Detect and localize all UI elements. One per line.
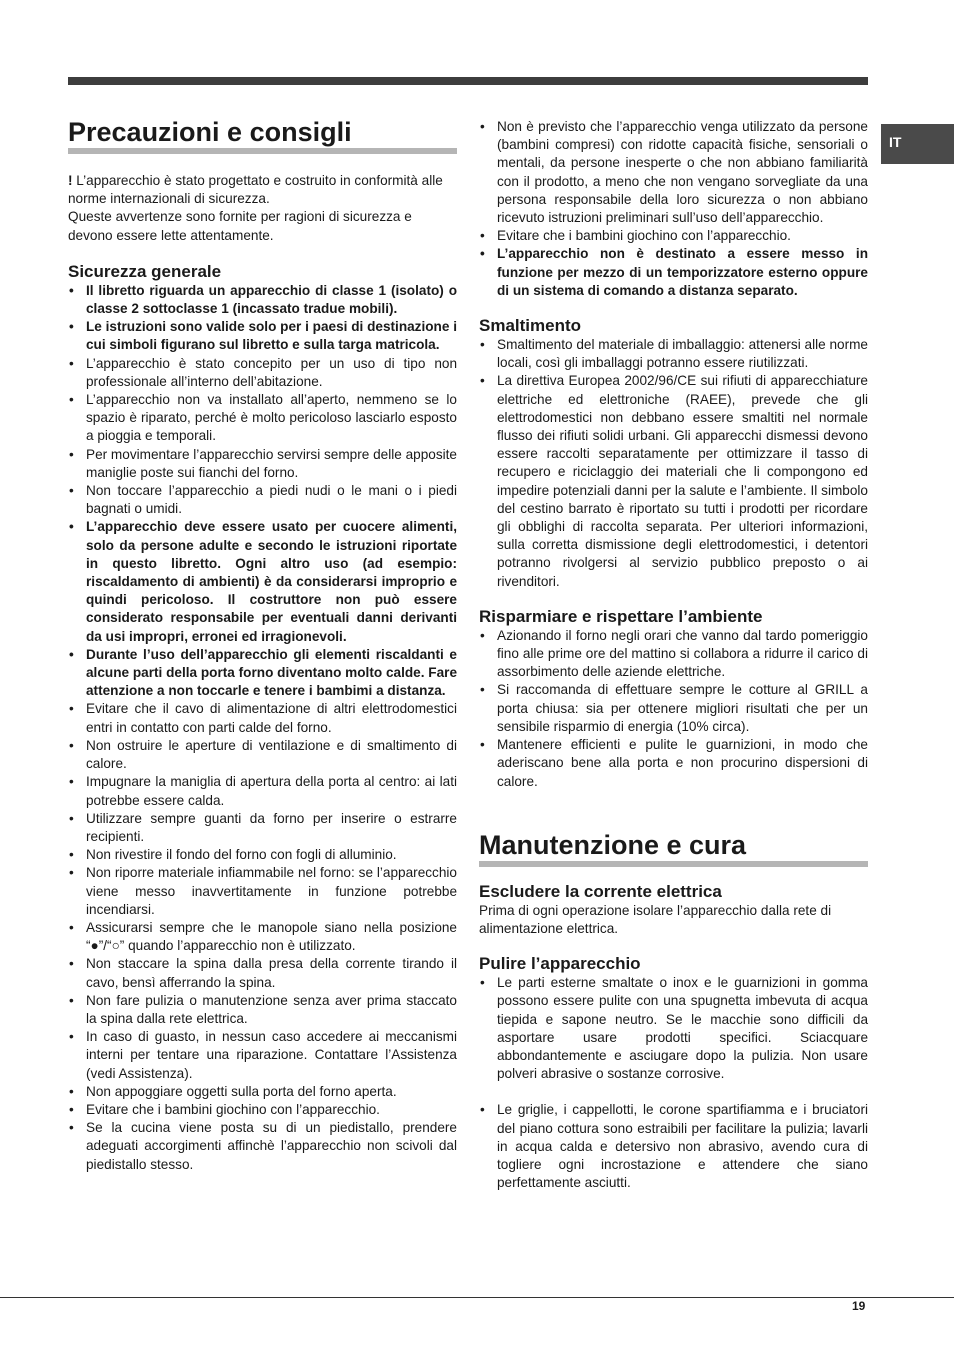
- list-item: • Non appoggiare oggetti sulla porta del forno aperta.: [68, 1083, 457, 1101]
- cleaning-list: [479, 974, 868, 1192]
- list-item: • Assicurarsi sempre che le manopole siano nella posizione “●”/“○” quando l’apparecchio non è utilizzato.: [68, 919, 457, 955]
- list-item: • Evitare che il cavo di alimentazione di altri elettrodomestici entri in contatto con parti calde del forno.: [68, 700, 457, 736]
- list-item: • Non ostruire le aperture di ventilazione e di smaltimento di calore.: [68, 737, 457, 773]
- subsection-title-saving: Risparmiare e rispettare l’ambiente: [479, 606, 763, 626]
- list-item: • Evitare che i bambini giochino con l’apparecchio.: [479, 227, 868, 245]
- list-item: • Non toccare l’apparecchio a piedi nudi o le mani o i piedi bagnati o umidi.: [68, 482, 457, 518]
- list-item: • Mantenere efficienti e pulite le guarnizioni, in modo che aderiscano bene alla porta e non procurino dispersioni di calore.: [479, 736, 868, 791]
- general-safety-list: [68, 282, 457, 1174]
- list-item: • Non staccare la spina dalla presa della corrente tirando il cavo, bensì afferrando la spina.: [68, 955, 457, 991]
- section-title-precautions: Precauzioni e consigli: [68, 116, 457, 154]
- list-item: • Le istruzioni sono valide solo per i paesi di destinazione i cui simboli figurano sul libretto e sulla targa matricola.: [68, 318, 457, 354]
- warning-mark: !: [68, 173, 73, 188]
- list-item: • La direttiva Europea 2002/96/CE sui rifiuti di apparecchiature elettriche ed elettroniche (RAEE), prevede che gli elettrodomestici non debbano essere smaltiti nel normale flusso dei rifiuti solidi urbani. Gli apparecchi dismessi devono essere raccolti separatamente per ottimizzare il tasso di recupero e riciclaggio dei materiali che li compongono ed impedire potenziali danni per la salute e l’ambiente. Il simbolo del cestino barrato è riportato su tutti i prodotti per ricordare gli obblighi di raccolta separata. Per ulteriori informazioni, sulla corretta dismissione degli elettrodomestici, i detentori potranno rivolgersi al servizio pubblico preposto o ai rivenditori.: [479, 372, 868, 590]
- list-item: • Si raccomanda di effettuare sempre le cotture al GRILL a porta chiusa: sia per ottenere migliori risultati che per un sensibile risparmio di energia (10% circa).: [479, 681, 868, 736]
- language-tab: IT: [881, 124, 954, 164]
- list-item: • Impugnare la maniglia di apertura della porta al centro: ai lati potrebbe essere calda.: [68, 773, 457, 809]
- saving-list: [479, 627, 868, 791]
- list-item: • Smaltimento del materiale di imballaggio: attenersi alle norme locali, così gli imballaggi potranno essere riutilizzati.: [479, 336, 868, 372]
- list-item: • Non fare pulizia o manutenzione senza aver prima staccato la spina dalla rete elettrica.: [68, 992, 457, 1028]
- list-item: • In caso di guasto, in nessun caso accedere ai meccanismi interni per tentare una riparazione. Contattare l’Assistenza (vedi Assistenza).: [68, 1028, 457, 1083]
- list-item: • Azionando il forno negli orari che vanno dal tardo pomeriggio fino alle prime ore del mattino si collabora a ridurre il carico di assorbimento delle aziende elettriche.: [479, 627, 868, 682]
- list-item: • Non rivestire il fondo del forno con fogli di alluminio.: [68, 846, 457, 864]
- disposal-list: [479, 336, 868, 591]
- list-item: • Le parti esterne smaltate o inox e le guarnizioni in gomma possono essere pulite con una spugnetta imbevuta di acqua tiepida e sapone neutro. Se le macchie sono difficili da asportare usare prodotti specifici. Sciacquare abbondantemente e asciugare dopo la pulizia. Non usare polveri abrasive o sostanze corrosive.: [479, 974, 868, 1083]
- intro-paragraph-2: Queste avvertenze sono fornite per ragioni di sicurezza e devono essere lette attentamente.: [68, 209, 412, 243]
- power-paragraph: Prima di ogni operazione isolare l’apparecchio dalla rete di alimentazione elettrica.: [479, 902, 832, 936]
- list-item: • L’apparecchio deve essere usato per cuocere alimenti, solo da persone adulte e secondo le istruzioni riportate in questo libretto. Ogni altro uso (ad esempio: riscaldamento di ambienti) è da considerarsi improprio e quindi pericoloso. Il costruttore non può essere considerato responsabile per eventuali danni derivanti da usi impropri, erronei ed irragionevoli.: [68, 518, 457, 645]
- subsection-title-cleaning: Pulire l’apparecchio: [479, 954, 641, 974]
- list-item: • Se la cucina viene posta su di un piedistallo, prendere adeguati accorgimenti affinchè l’apparecchio non scivoli dal piedistallo stesso.: [68, 1119, 457, 1174]
- list-item: • Per movimentare l’apparecchio servirsi sempre delle apposite maniglie poste sui fianchi del forno.: [68, 446, 457, 482]
- list-item: • Le griglie, i cappellotti, le corone spartifiamma e i bruciatori del piano cottura sono estraibili per facilitare la pulizia; lavarli in acqua calda e detersivo non abrasivo, avendo cura di togliere ogni incrostazione e attendere che siano perfettamente asciutti.: [479, 1101, 868, 1192]
- list-item: • L’apparecchio è stato concepito per un uso di tipo non professionale all’interno dell’abitazione.: [68, 355, 457, 391]
- list-item: • Utilizzare sempre guanti da forno per inserire o estrarre recipienti.: [68, 810, 457, 846]
- top-rule: [68, 77, 868, 85]
- subsection-title-power: Escludere la corrente elettrica: [479, 881, 722, 901]
- intro-text: L’apparecchio è stato progettato e costruito in conformità alle norme internazionali di sicurezza.: [68, 173, 443, 207]
- list-item: • Non è previsto che l’apparecchio venga utilizzato da persone (bambini compresi) con ridotte capacità fisiche, sensoriali o mentali, da persone inesperte o che non abbiano familiarità con il prodotto, a meno che non vengano sorvegliate da una persona responsabile della loro sicurezza o non abbiano ricevuto istruzioni preliminari sull’uso dell’apparecchio.: [479, 118, 868, 227]
- subsection-title-disposal: Smaltimento: [479, 316, 582, 336]
- left-column: [68, 116, 457, 1174]
- list-item: • Evitare che i bambini giochino con l’apparecchio.: [68, 1101, 457, 1119]
- list-item: • L’apparecchio non va installato all’aperto, nemmeno se lo spazio è riparato, perché è molto pericoloso lasciarlo esposto a pioggia e temporali.: [68, 391, 457, 446]
- footer-rule: [0, 1297, 954, 1298]
- list-item: • Durante l’uso dell’apparecchio gli elementi riscaldanti e alcune parti della porta forno diventano molto calde. Fare attenzione a non toccarle e tenere i bambimi a distanza.: [68, 646, 457, 701]
- right-column: [479, 118, 868, 1192]
- subsection-title-general-safety: Sicurezza generale: [68, 261, 222, 281]
- page-number: 19: [852, 1299, 866, 1313]
- list-item: • Il libretto riguarda un apparecchio di classe 1 (isolato) o classe 2 sottoclasse 1 (incassato tradue mobili).: [68, 282, 457, 318]
- section-title-maintenance: Manutenzione e cura: [479, 829, 868, 867]
- list-item: • L’apparecchio non è destinato a essere messo in funzione per mezzo di un temporizzatore esterno oppure di un sistema di comando a distanza separato.: [479, 245, 868, 300]
- safety-list-continued: [479, 118, 868, 300]
- intro-paragraph: [68, 172, 457, 208]
- list-item: • Non riporre materiale infiammabile nel forno: se l’apparecchio viene messo inavvertitamente in funzione potrebbe incendiarsi.: [68, 864, 457, 919]
